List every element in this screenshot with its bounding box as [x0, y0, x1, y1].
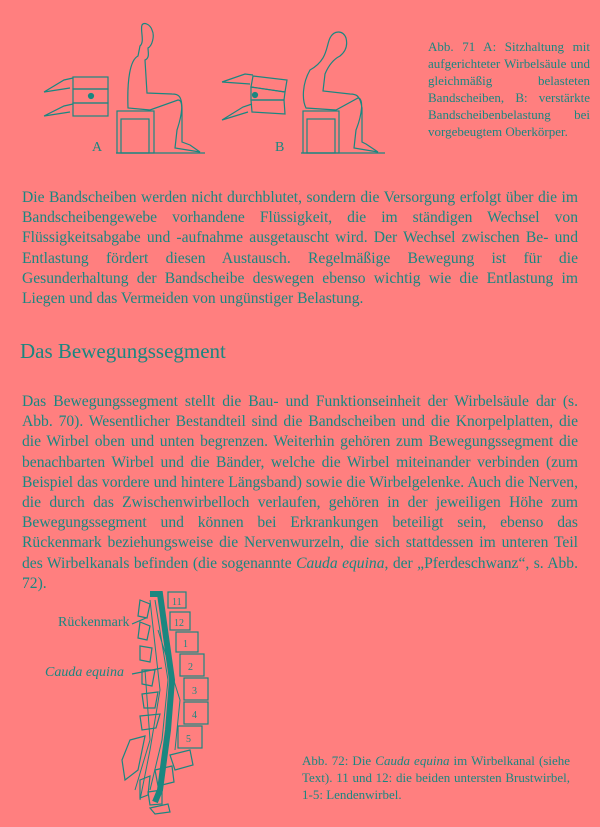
vertebra-label: 11	[172, 597, 182, 608]
vertebra-label: 5	[186, 734, 191, 745]
paragraph-text-end: , der „Pferdeschwanz“, s. Abb. 72).	[22, 554, 578, 592]
figure-72-caption	[302, 752, 570, 803]
disc-diagram-a	[44, 77, 108, 116]
body-paragraph-2	[22, 392, 578, 594]
figure-upright	[128, 24, 200, 152]
figure-71-caption: Abb. 71 A: Sitzhaltung mit aufgerichteter Wirbelsäule und gleichmäßig belasteten Bandscheiben, B: verstärkte Bandscheibenbelastung bei vorgebeugtem Oberkörper.	[428, 39, 590, 140]
figure-label-b: B	[275, 140, 285, 155]
figure-71-illustration	[0, 0, 420, 185]
figure-72-illustration	[0, 590, 300, 822]
paragraph-italic-term: Cauda equina	[296, 554, 385, 572]
caption-text-end: im Wirbelkanal (siehe Text). 11 und 12: die beiden untersten Brustwirbel, 1-5: Lendenwirbel.	[302, 753, 570, 802]
vertebra-label: 1	[183, 639, 188, 650]
vertebra-label: 4	[192, 710, 197, 721]
label-cauda-equina: Cauda equina	[45, 665, 124, 680]
caption-text: Abb. 72: Die	[302, 753, 376, 768]
vertebra-label: 2	[188, 662, 193, 673]
caption-italic-term: Cauda equina	[375, 753, 450, 768]
disc-diagram-b	[222, 74, 287, 120]
body-paragraph-1: Die Bandscheiben werden nicht durchblutet, sondern die Versorgung erfolgt über die im Bandscheibengewebe vorhandene Flüssigkeit, die im ständigen Wechsel von Flüssigkeitsabgabe und -aufnahme ausgetauscht wird. Der Wechsel zwischen Be- und Entlastung fördert diesen Austausch. Regelmäßige Bewegung ist für die Gesunderhaltung der Bandscheibe deswegen ebenso wichtig wie die Entlastung im Liegen und das Vermeiden von ungünstiger Belastung.	[22, 189, 578, 308]
vertebra-label: 12	[174, 618, 184, 629]
figure-label-a: A	[92, 140, 103, 155]
label-rueckenmark: Rückenmark	[58, 615, 130, 630]
stool-b	[301, 111, 385, 153]
section-heading: Das Bewegungssegment	[20, 339, 226, 363]
paragraph-text: Das Bewegungssegment stellt die Bau- und Funktionseinheit der Wirbelsäule dar (s. Abb. 70). Wesentlicher Bestandteil sind die Bandscheiben und die Knorpelplatten, die die Wirbel oben und unten begrenzen. Weiterhin gehören zum Bewegungssegment die benachbarten Wirbel und die Bänder, welche die Wirbel miteinander verbinden (zum Beispiel das vordere und hintere Längsband) sowie die Wirbelgelenke. Auch die Nerven, die durch das Zwischenwirbelloch verlaufen, gehören in der jeweiligen Höhe zum Bewegungssegment und können bei Erkrankungen beteiligt sein, ebenso das Rückenmark beziehungsweise die Nervenwurzeln, die sich stattdessen im unteren Teil des Wirbelkanals befinden (die sogenannte	[22, 393, 578, 572]
figure-bent	[303, 32, 378, 152]
vertebra-label: 3	[192, 686, 197, 697]
